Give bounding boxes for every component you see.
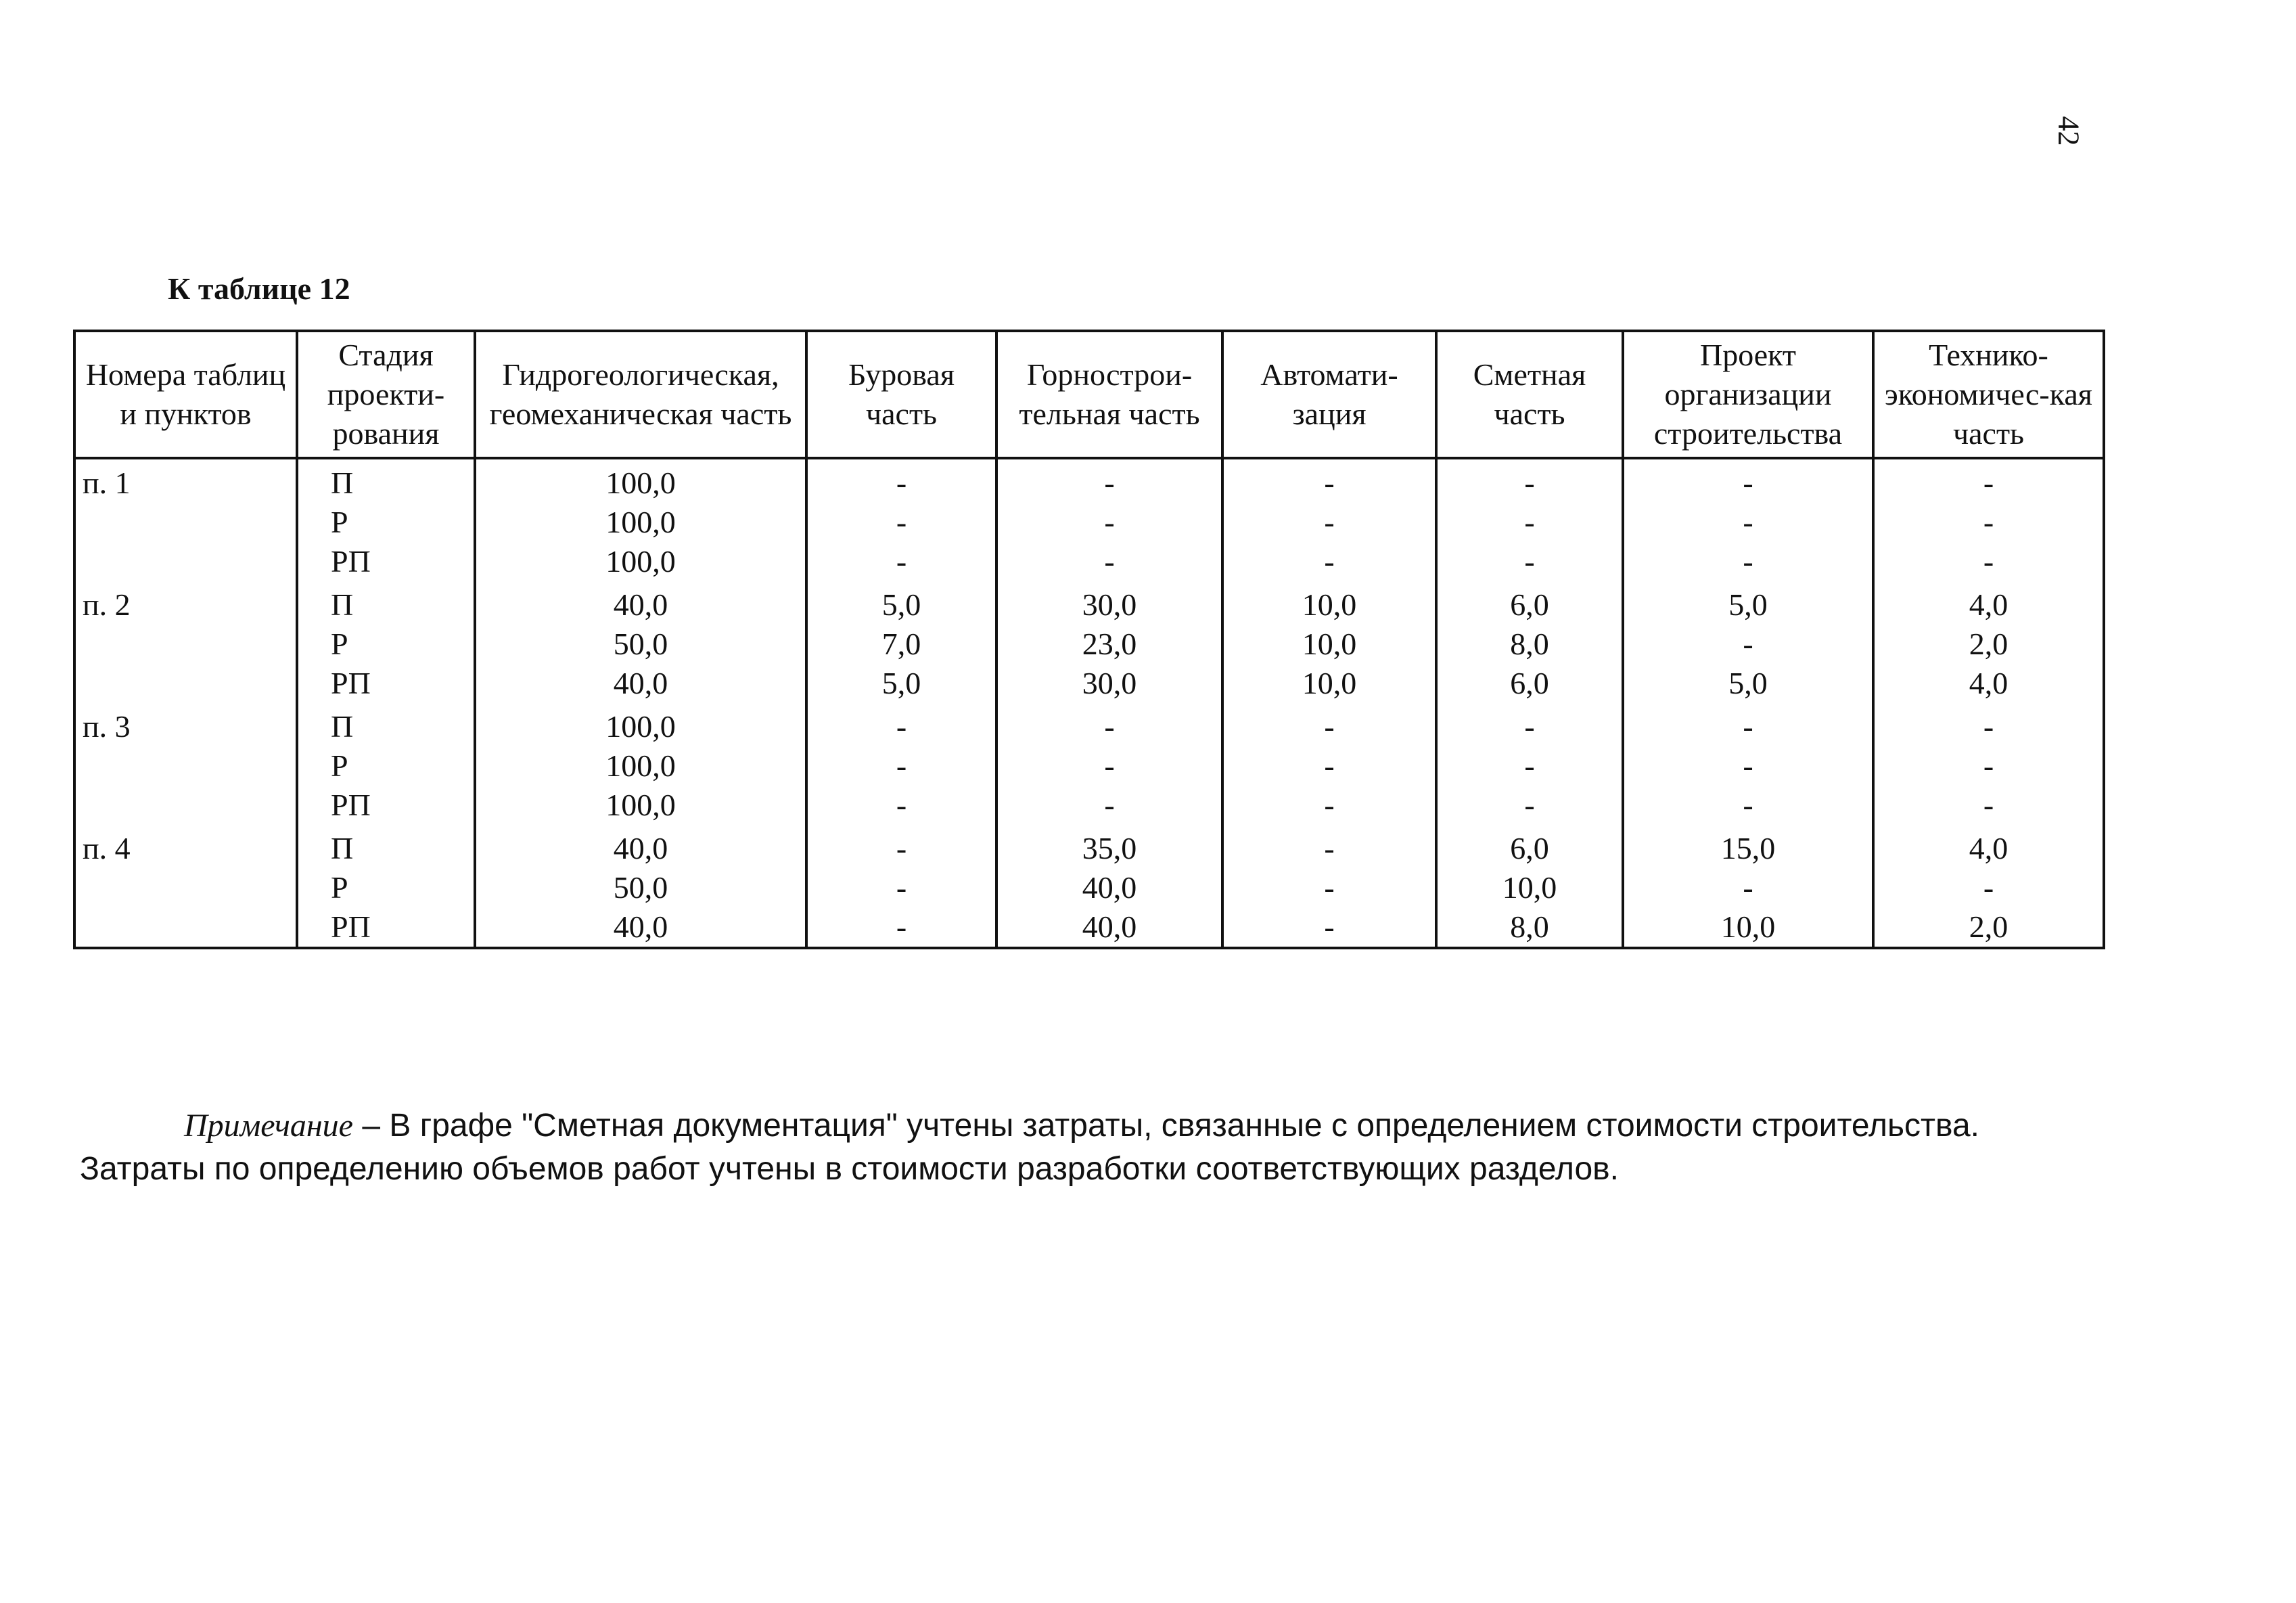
value-cell	[996, 581, 1222, 703]
cell-value: -	[1524, 505, 1535, 539]
note-text-1: – В графе "Сметная документация" учтены затраты, связанные с определением стоимости строительства.	[352, 1108, 1980, 1144]
cell-value: -	[1743, 466, 1753, 500]
cell-value: -	[1983, 505, 1994, 539]
stage-cell	[297, 581, 475, 703]
cell-value: 10,0	[1302, 666, 1357, 700]
cell-value: -	[896, 709, 907, 744]
cell-value: 10,0	[1502, 870, 1557, 905]
note-label: Примечание	[184, 1108, 353, 1144]
cell-value: 100,0	[605, 505, 676, 539]
cell-value: -	[896, 870, 907, 905]
stage-cell	[297, 703, 475, 825]
cell-value: 23,0	[1082, 627, 1137, 661]
item-number-cell: п. 4	[74, 825, 297, 948]
value-cell	[475, 825, 806, 948]
header-hydrogeology: Гидрогеологическая, геомеханическая часть	[475, 331, 806, 458]
header-drilling: Буровая часть	[806, 331, 996, 458]
cell-value: -	[1324, 870, 1335, 905]
value-cell	[806, 581, 996, 703]
cell-value: -	[1524, 544, 1535, 579]
table-row	[74, 825, 2104, 948]
stage-value: Р	[331, 627, 348, 661]
cell-value: 30,0	[1082, 666, 1137, 700]
value-cell	[1873, 458, 2104, 581]
cell-value: -	[1104, 505, 1115, 539]
cell-value: -	[1324, 748, 1335, 783]
stage-value: РП	[331, 666, 371, 700]
header-mining-construction: Горнострои-тельная часть	[996, 331, 1222, 458]
cell-value: 6,0	[1510, 666, 1549, 700]
value-cell	[1222, 458, 1436, 581]
cell-value: 100,0	[605, 748, 676, 783]
note-line-2: Затраты по определению объемов работ учтены в стоимости разработки соответствующих разделов.	[80, 1151, 1620, 1187]
cell-value: -	[1983, 466, 1994, 500]
cell-value: 10,0	[1720, 909, 1776, 944]
note-line-1	[80, 1104, 2109, 1148]
cell-value: -	[1104, 466, 1115, 500]
cell-value: -	[1743, 788, 1753, 822]
cell-value: 5,0	[881, 666, 921, 700]
cell-value: -	[1983, 544, 1994, 579]
value-cell	[996, 703, 1222, 825]
value-cell	[1436, 825, 1623, 948]
stage-value: РП	[331, 788, 371, 822]
cell-value: -	[896, 544, 907, 579]
cell-value: 4,0	[1969, 666, 2008, 700]
item-number-cell: п. 2	[74, 581, 297, 703]
cell-value: -	[1524, 788, 1535, 822]
cell-value: 7,0	[881, 627, 921, 661]
table-caption: К таблице 12	[168, 271, 350, 306]
value-cell	[806, 703, 996, 825]
table-row	[74, 703, 2104, 825]
cell-value: -	[1324, 709, 1335, 744]
value-cell	[1623, 825, 1873, 948]
cell-value: 4,0	[1969, 831, 2008, 865]
cell-value: -	[896, 505, 907, 539]
value-cell	[1222, 825, 1436, 948]
stage-value: Р	[331, 505, 348, 539]
value-cell	[996, 825, 1222, 948]
cell-value: 8,0	[1510, 627, 1549, 661]
cell-value: -	[1324, 831, 1335, 865]
cell-value: 40,0	[1082, 870, 1137, 905]
cell-value: 6,0	[1510, 831, 1549, 865]
cell-value: -	[1743, 544, 1753, 579]
cell-value: -	[1983, 709, 1994, 744]
value-cell	[996, 458, 1222, 581]
cell-value: -	[1524, 466, 1535, 500]
value-cell	[1873, 703, 2104, 825]
cell-value: 50,0	[613, 870, 668, 905]
cell-value: 100,0	[605, 709, 676, 744]
cell-value: -	[1104, 748, 1115, 783]
value-cell	[1222, 703, 1436, 825]
cell-value: -	[1324, 505, 1335, 539]
value-cell	[1623, 581, 1873, 703]
table-row	[74, 458, 2104, 581]
cell-value: -	[896, 831, 907, 865]
cell-value: 50,0	[613, 627, 668, 661]
cell-value: -	[1743, 505, 1753, 539]
stage-value: П	[331, 466, 354, 500]
header-automation: Автомати-зация	[1222, 331, 1436, 458]
cell-value: 35,0	[1082, 831, 1137, 865]
stage-cell	[297, 458, 475, 581]
cell-value: -	[1324, 788, 1335, 822]
cell-value: -	[1983, 788, 1994, 822]
cell-value: 40,0	[613, 666, 668, 700]
page-number: 42	[2052, 116, 2086, 146]
header-stage: Стадия проекти-рования	[297, 331, 475, 458]
cell-value: -	[1324, 544, 1335, 579]
value-cell	[806, 825, 996, 948]
cell-value: -	[1743, 627, 1753, 661]
cell-value: -	[1743, 870, 1753, 905]
cell-value: -	[896, 748, 907, 783]
cell-value: 100,0	[605, 788, 676, 822]
cell-value: -	[1524, 709, 1535, 744]
cell-value: -	[1983, 870, 1994, 905]
cell-value: -	[1104, 788, 1115, 822]
stage-cell	[297, 825, 475, 948]
value-cell	[1222, 581, 1436, 703]
cell-value: 10,0	[1302, 627, 1357, 661]
stage-value: П	[331, 587, 354, 622]
item-number-cell: п. 1	[74, 458, 297, 581]
cell-value: -	[1324, 466, 1335, 500]
cell-value: -	[896, 788, 907, 822]
cell-value: 30,0	[1082, 587, 1137, 622]
cell-value: -	[1743, 748, 1753, 783]
cell-value: 100,0	[605, 466, 676, 500]
cell-value: -	[1324, 909, 1335, 944]
cell-value: -	[1743, 709, 1753, 744]
cell-value: -	[1104, 709, 1115, 744]
cell-value: 5,0	[881, 587, 921, 622]
value-cell	[1436, 581, 1623, 703]
cell-value: 40,0	[613, 587, 668, 622]
cell-value: -	[1524, 748, 1535, 783]
stage-value: П	[331, 709, 354, 744]
value-cell	[1623, 703, 1873, 825]
value-cell	[1436, 703, 1623, 825]
header-estimate: Сметная часть	[1436, 331, 1623, 458]
value-cell	[475, 581, 806, 703]
cell-value: -	[896, 466, 907, 500]
cell-value: -	[896, 909, 907, 944]
cell-value: 5,0	[1728, 666, 1768, 700]
cell-value: 40,0	[1082, 909, 1137, 944]
cell-value: 8,0	[1510, 909, 1549, 944]
value-cell	[1873, 825, 2104, 948]
cell-value: 100,0	[605, 544, 676, 579]
header-item-numbers: Номера таблиц и пунктов	[74, 331, 297, 458]
header-construction-organization: Проект организации строительства	[1623, 331, 1873, 458]
cell-value: 5,0	[1728, 587, 1768, 622]
cell-value: 40,0	[613, 909, 668, 944]
value-cell	[475, 703, 806, 825]
cell-value: -	[1983, 748, 1994, 783]
table-body	[74, 458, 2104, 948]
cell-value: 15,0	[1720, 831, 1776, 865]
cell-value: -	[1104, 544, 1115, 579]
value-cell	[475, 458, 806, 581]
value-cell	[1873, 581, 2104, 703]
stage-value: Р	[331, 870, 348, 905]
item-number-cell: п. 3	[74, 703, 297, 825]
table-row	[74, 581, 2104, 703]
cell-value: 6,0	[1510, 587, 1549, 622]
stage-value: РП	[331, 544, 371, 579]
cell-value: 40,0	[613, 831, 668, 865]
cell-value: 2,0	[1969, 909, 2008, 944]
value-cell	[1436, 458, 1623, 581]
value-cell	[806, 458, 996, 581]
cell-value: 4,0	[1969, 587, 2008, 622]
stage-value: Р	[331, 748, 348, 783]
value-cell	[1623, 458, 1873, 581]
stage-value: П	[331, 831, 354, 865]
data-table	[73, 330, 2105, 949]
cell-value: 2,0	[1969, 627, 2008, 661]
header-row	[74, 331, 2104, 458]
note	[80, 1104, 2109, 1191]
cell-value: 10,0	[1302, 587, 1357, 622]
stage-value: РП	[331, 909, 371, 944]
header-technical-economic: Технико-экономичес-кая часть	[1873, 331, 2104, 458]
